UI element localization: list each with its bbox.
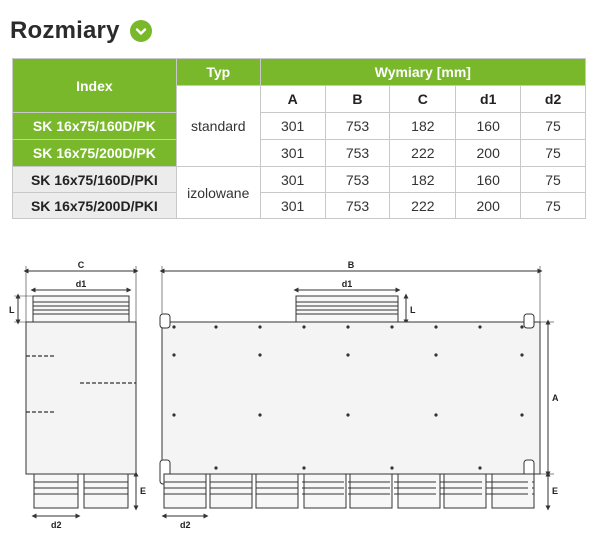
cell-d2: 75 — [521, 113, 586, 140]
type-insulated: izolowane — [176, 167, 260, 219]
cell-d2: 75 — [521, 140, 586, 167]
row-index: SK 16x75/160D/PKI — [13, 167, 177, 193]
label-E-side: E — [140, 486, 147, 496]
label-C: C — [77, 260, 85, 270]
cell-d1: 200 — [456, 193, 521, 219]
label-d1-side: d1 — [75, 279, 87, 289]
cell-d1: 160 — [456, 167, 521, 193]
cell-B: 753 — [325, 193, 390, 219]
label-d2-side: d2 — [51, 520, 62, 530]
table-row — [13, 140, 586, 167]
side-view — [14, 266, 136, 516]
page-title: Rozmiary — [10, 17, 120, 44]
label-d2-front: d2 — [180, 520, 191, 530]
cell-d1: 160 — [456, 113, 521, 140]
cell-d2: 75 — [521, 193, 586, 219]
col-C: C — [390, 86, 456, 113]
label-d1-front: d1 — [341, 279, 353, 289]
check-circle-icon — [130, 20, 152, 42]
cell-A: 301 — [260, 167, 325, 193]
cell-A: 301 — [260, 140, 325, 167]
col-d2: d2 — [521, 86, 586, 113]
col-A: A — [260, 86, 325, 113]
label-L-side: L — [9, 305, 15, 315]
label-B: B — [347, 260, 355, 270]
type-standard: standard — [176, 86, 260, 167]
cell-A: 301 — [260, 113, 325, 140]
header-type: Typ — [176, 59, 260, 86]
header-dimensions: Wymiary [mm] — [260, 59, 585, 86]
row-index: SK 16x75/160D/PK — [13, 113, 177, 140]
table-row — [13, 193, 586, 219]
bottom-spigots — [164, 474, 534, 508]
title-row — [10, 14, 152, 48]
cell-d2: 75 — [521, 167, 586, 193]
row-index: SK 16x75/200D/PKI — [13, 193, 177, 219]
cell-C: 182 — [390, 167, 456, 193]
label-L-front: L — [410, 305, 416, 315]
label-A: A — [552, 393, 559, 403]
header-index: Index — [13, 59, 177, 113]
cell-d1: 200 — [456, 140, 521, 167]
cell-C: 182 — [390, 113, 456, 140]
table-row — [13, 167, 586, 193]
label-E-front: E — [552, 486, 559, 496]
technical-drawing — [0, 250, 599, 546]
col-B: B — [325, 86, 390, 113]
cell-B: 753 — [325, 140, 390, 167]
front-view — [160, 266, 554, 516]
dimensions-table — [12, 58, 586, 219]
table-row — [13, 113, 586, 140]
col-d1: d1 — [456, 86, 521, 113]
cell-B: 753 — [325, 167, 390, 193]
cell-B: 753 — [325, 113, 390, 140]
cell-C: 222 — [390, 193, 456, 219]
cell-A: 301 — [260, 193, 325, 219]
row-index: SK 16x75/200D/PK — [13, 140, 177, 167]
cell-C: 222 — [390, 140, 456, 167]
